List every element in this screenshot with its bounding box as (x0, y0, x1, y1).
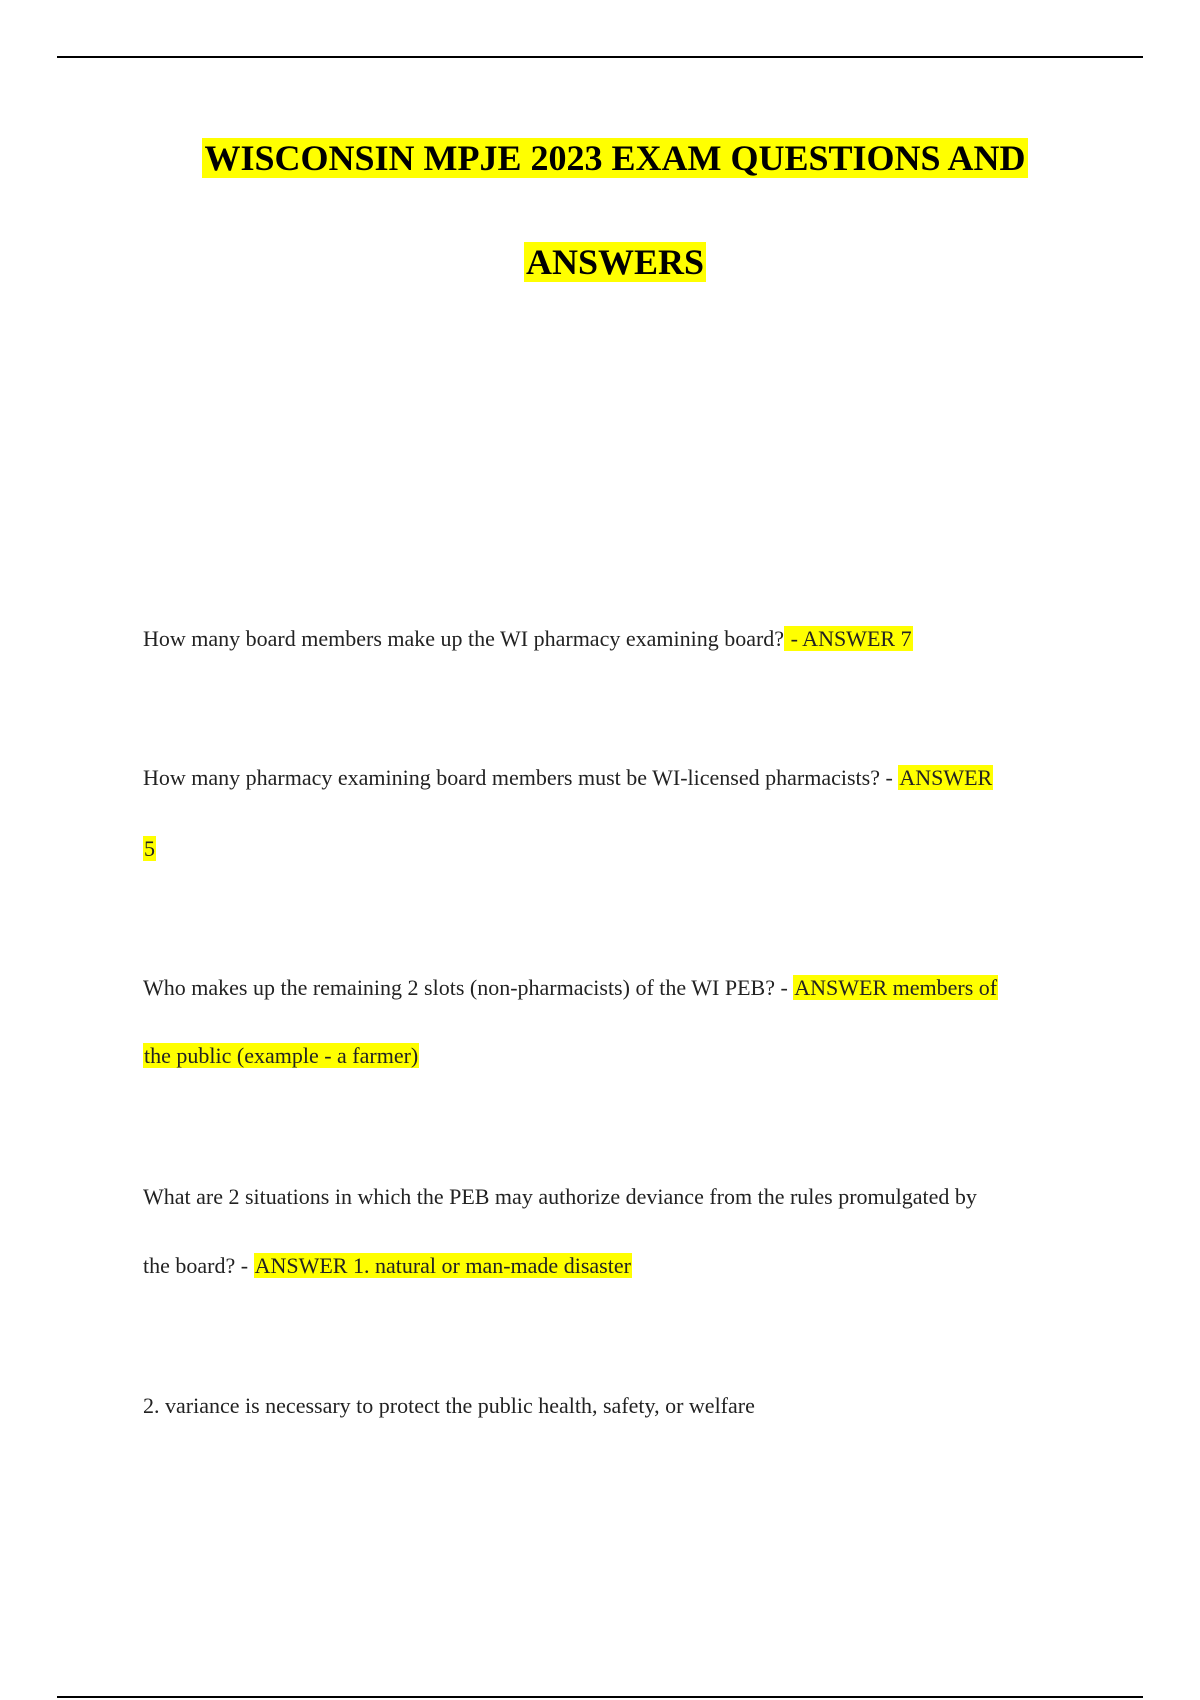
document-title-line-1 (0, 137, 1200, 179)
question-4-text-line-1: What are 2 situations in which the PEB may authorize deviance from the rules promulgated by (143, 1184, 977, 1209)
top-rule (57, 56, 1143, 58)
answer-2-highlight-line-1: ANSWER (899, 765, 993, 790)
question-4 (143, 1182, 977, 1212)
question-3-continued (143, 1041, 419, 1071)
answer-1-highlight: - ANSWER 7 (785, 626, 912, 651)
answer-4-item-2-text: 2. variance is necessary to protect the public health, safety, or welfare (143, 1393, 755, 1418)
title-highlight-2: ANSWERS (525, 242, 705, 282)
question-4-continued (143, 1251, 632, 1281)
title-highlight-1: WISCONSIN MPJE 2023 EXAM QUESTIONS AND (204, 138, 1026, 178)
question-2-continued (143, 834, 156, 864)
answer-3-highlight-line-2: the public (example - a farmer) (144, 1043, 419, 1068)
question-3 (143, 973, 998, 1003)
answer-2-highlight-line-2: 5 (144, 836, 155, 861)
question-2 (143, 763, 993, 793)
document-title-line-2 (0, 241, 1200, 283)
answer-4-item-2 (143, 1391, 755, 1421)
answer-4-highlight: ANSWER 1. natural or man-made disaster (254, 1253, 631, 1278)
question-4-text-line-2: the board? - (143, 1253, 254, 1278)
bottom-rule (57, 1696, 1143, 1698)
question-1-text: How many board members make up the WI pharmacy examining board? (143, 626, 785, 651)
question-3-text: Who makes up the remaining 2 slots (non-pharmacists) of the WI PEB? - (143, 975, 794, 1000)
question-2-text: How many pharmacy examining board members must be WI-licensed pharmacists? - (143, 765, 899, 790)
answer-3-highlight-line-1: ANSWER members of (794, 975, 998, 1000)
question-1 (143, 624, 913, 654)
